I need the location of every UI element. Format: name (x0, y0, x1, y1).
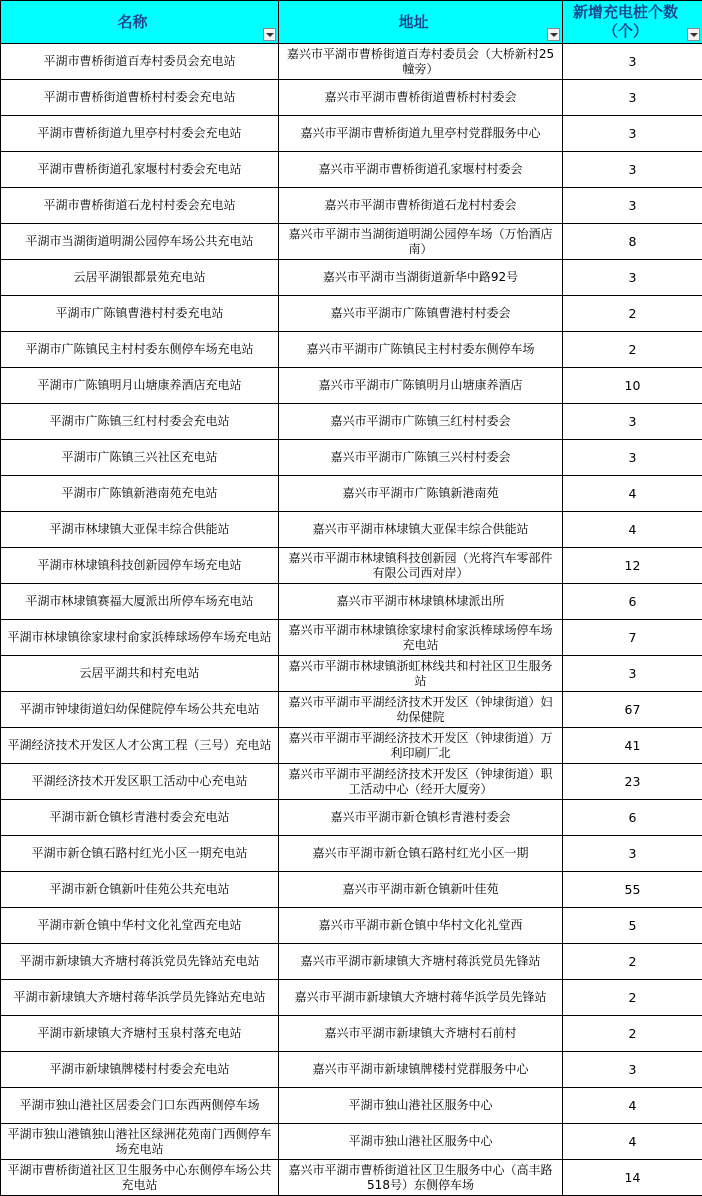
cell-address[interactable]: 嘉兴市平湖市广陈镇新港南苑 (279, 476, 563, 512)
cell-name[interactable]: 平湖市广陈镇明月山塘康养酒店充电站 (1, 368, 279, 404)
table-row (1, 728, 702, 764)
cell-count[interactable]: 55 (563, 872, 702, 908)
table-row (1, 476, 702, 512)
cell-count[interactable]: 2 (563, 332, 702, 368)
cell-address[interactable]: 嘉兴市平湖市当湖街道明湖公园停车场（万怡酒店南） (279, 224, 563, 260)
cell-count[interactable]: 3 (563, 44, 702, 80)
header-count-label: 新增充电桩个数（个） (567, 3, 684, 41)
cell-address[interactable]: 嘉兴市平湖市新仓镇新叶佳苑 (279, 872, 563, 908)
cell-count[interactable]: 6 (563, 800, 702, 836)
cell-address[interactable]: 嘉兴市平湖市广陈镇三红村村委会 (279, 404, 563, 440)
cell-count[interactable]: 12 (563, 548, 702, 584)
cell-address[interactable]: 平湖市独山港社区服务中心 (279, 1088, 563, 1124)
cell-name[interactable]: 平湖市新仓镇石路村红光小区一期充电站 (1, 836, 279, 872)
header-address (279, 1, 563, 44)
table-body (1, 44, 702, 1196)
cell-count[interactable]: 3 (563, 152, 702, 188)
cell-name[interactable]: 平湖市广陈镇三红村村委会充电站 (1, 404, 279, 440)
cell-name[interactable]: 平湖市广陈镇三兴社区充电站 (1, 440, 279, 476)
cell-address[interactable]: 嘉兴市平湖市曹桥街道曹桥村村委会 (279, 80, 563, 116)
cell-count[interactable]: 5 (563, 908, 702, 944)
cell-count[interactable]: 3 (563, 188, 702, 224)
cell-count[interactable]: 2 (563, 980, 702, 1016)
table-row (1, 1088, 702, 1124)
cell-name[interactable]: 平湖经济技术开发区人才公寓工程（三号）充电站 (1, 728, 279, 764)
cell-address[interactable]: 嘉兴市平湖市林埭镇科技创新园（光将汽车零部件有限公司西对岸） (279, 548, 563, 584)
cell-name[interactable]: 云居平湖共和村充电站 (1, 656, 279, 692)
cell-address[interactable]: 嘉兴市平湖市曹桥街道社区卫生服务中心（高丰路518号）东侧停车场 (279, 1160, 563, 1196)
cell-address[interactable]: 嘉兴市平湖市林埭镇徐家埭村俞家浜棒球场停车场充电站 (279, 620, 563, 656)
cell-count[interactable]: 14 (563, 1160, 702, 1196)
table-row (1, 1160, 702, 1196)
filter-dropdown-icon[interactable] (263, 28, 276, 41)
cell-address[interactable]: 嘉兴市平湖市新埭镇大齐塘村蒋浜党员先锋站 (279, 944, 563, 980)
table-row (1, 152, 702, 188)
cell-address[interactable]: 嘉兴市平湖市平湖经济技术开发区（钟埭街道）妇幼保健院 (279, 692, 563, 728)
table-row (1, 764, 702, 800)
cell-name[interactable]: 平湖市新埭镇牌楼村村委会充电站 (1, 1052, 279, 1088)
cell-count[interactable]: 41 (563, 728, 702, 764)
cell-name[interactable]: 平湖市新埭镇大齐塘村玉泉村落充电站 (1, 1016, 279, 1052)
cell-address[interactable]: 嘉兴市平湖市平湖经济技术开发区（钟埭街道）万利印刷厂北 (279, 728, 563, 764)
cell-name[interactable]: 平湖市曹桥街道孔家堰村村委会充电站 (1, 152, 279, 188)
cell-count[interactable]: 4 (563, 512, 702, 548)
cell-count[interactable]: 2 (563, 1016, 702, 1052)
cell-name[interactable]: 平湖经济技术开发区职工活动中心充电站 (1, 764, 279, 800)
cell-name[interactable]: 平湖市林埭镇大亚保丰综合供能站 (1, 512, 279, 548)
cell-address[interactable]: 嘉兴市平湖市新仓镇石路村红光小区一期 (279, 836, 563, 872)
cell-count[interactable]: 23 (563, 764, 702, 800)
table-row (1, 224, 702, 260)
cell-address[interactable]: 嘉兴市平湖市当湖街道新华中路92号 (279, 260, 563, 296)
table-row (1, 584, 702, 620)
cell-count[interactable]: 2 (563, 944, 702, 980)
header-address-label: 地址 (283, 13, 544, 32)
cell-address[interactable]: 嘉兴市平湖市广陈镇民主村村委东侧停车场 (279, 332, 563, 368)
table-row (1, 44, 702, 80)
table-row (1, 80, 702, 116)
cell-count[interactable]: 4 (563, 1088, 702, 1124)
table-row (1, 116, 702, 152)
cell-address[interactable]: 嘉兴市平湖市曹桥街道九里亭村党群服务中心 (279, 116, 563, 152)
table-row (1, 800, 702, 836)
table-row (1, 1052, 702, 1088)
header-count (563, 1, 702, 44)
cell-count[interactable]: 3 (563, 80, 702, 116)
filter-dropdown-icon[interactable] (687, 28, 700, 41)
cell-name[interactable]: 平湖市新仓镇杉青港村委会充电站 (1, 800, 279, 836)
cell-name[interactable]: 平湖市独山港社区居委会门口东西两侧停车场 (1, 1088, 279, 1124)
table-row (1, 512, 702, 548)
cell-name[interactable]: 云居平湖银都景苑充电站 (1, 260, 279, 296)
table-row (1, 440, 702, 476)
table-row (1, 1016, 702, 1052)
table-row (1, 368, 702, 404)
cell-name[interactable]: 平湖市曹桥街道曹桥村村委会充电站 (1, 80, 279, 116)
cell-count[interactable]: 3 (563, 440, 702, 476)
cell-address[interactable]: 嘉兴市平湖市广陈镇三兴村村委会 (279, 440, 563, 476)
cell-name[interactable]: 平湖市林埭镇徐家埭村俞家浜棒球场停车场充电站 (1, 620, 279, 656)
cell-name[interactable]: 平湖市新埭镇大齐塘村蒋浜党员先锋站充电站 (1, 944, 279, 980)
cell-address[interactable]: 嘉兴市平湖市新埭镇大齐塘村蒋华浜学员先锋站 (279, 980, 563, 1016)
cell-address[interactable]: 嘉兴市平湖市曹桥街道石龙村村委会 (279, 188, 563, 224)
cell-name[interactable]: 平湖市曹桥街道九里亭村村委会充电站 (1, 116, 279, 152)
cell-count[interactable]: 3 (563, 656, 702, 692)
cell-address[interactable]: 嘉兴市平湖市曹桥街道孔家堰村村委会 (279, 152, 563, 188)
cell-name[interactable]: 平湖市林埭镇赛福大厦派出所停车场充电站 (1, 584, 279, 620)
cell-name[interactable]: 平湖市广陈镇民主村村委东侧停车场充电站 (1, 332, 279, 368)
cell-count[interactable]: 3 (563, 1052, 702, 1088)
cell-address[interactable]: 嘉兴市平湖市曹桥街道百寿村委员会（大桥新村25幢旁） (279, 44, 563, 80)
cell-count[interactable]: 67 (563, 692, 702, 728)
filter-dropdown-icon[interactable] (547, 28, 560, 41)
table-row (1, 260, 702, 296)
cell-address[interactable]: 平湖市独山港社区服务中心 (279, 1124, 563, 1160)
cell-count[interactable]: 4 (563, 476, 702, 512)
cell-count[interactable]: 6 (563, 584, 702, 620)
cell-count[interactable]: 8 (563, 224, 702, 260)
cell-address[interactable]: 嘉兴市平湖市新埭镇大齐塘村石前村 (279, 1016, 563, 1052)
cell-name[interactable]: 平湖市新仓镇新叶佳苑公共充电站 (1, 872, 279, 908)
cell-name[interactable]: 平湖市曹桥街道社区卫生服务中心东侧停车场公共充电站 (1, 1160, 279, 1196)
cell-count[interactable]: 7 (563, 620, 702, 656)
table-row (1, 404, 702, 440)
cell-count[interactable]: 3 (563, 116, 702, 152)
cell-address[interactable]: 嘉兴市平湖市林埭镇林埭派出所 (279, 584, 563, 620)
table-row (1, 332, 702, 368)
table-row (1, 656, 702, 692)
cell-address[interactable]: 嘉兴市平湖市林埭镇大亚保丰综合供能站 (279, 512, 563, 548)
cell-name[interactable]: 平湖市广陈镇曹港村村委充电站 (1, 296, 279, 332)
cell-name[interactable]: 平湖市钟埭街道妇幼保健院停车场公共充电站 (1, 692, 279, 728)
cell-count[interactable]: 10 (563, 368, 702, 404)
table-row (1, 548, 702, 584)
cell-address[interactable]: 嘉兴市平湖市平湖经济技术开发区（钟埭街道）职工活动中心（经开大厦旁） (279, 764, 563, 800)
cell-address[interactable]: 嘉兴市平湖市新仓镇中华村文化礼堂西 (279, 908, 563, 944)
cell-name[interactable]: 平湖市新埭镇大齐塘村蒋华浜学员先锋站充电站 (1, 980, 279, 1016)
cell-name[interactable]: 平湖市广陈镇新港南苑充电站 (1, 476, 279, 512)
cell-name[interactable]: 平湖市林埭镇科技创新园停车场充电站 (1, 548, 279, 584)
table-row (1, 908, 702, 944)
header-row (1, 1, 702, 44)
cell-address[interactable]: 嘉兴市平湖市新仓镇杉青港村委会 (279, 800, 563, 836)
header-name-label: 名称 (5, 13, 260, 32)
cell-count[interactable]: 3 (563, 836, 702, 872)
header-name (1, 1, 279, 44)
cell-count[interactable]: 3 (563, 404, 702, 440)
cell-count[interactable]: 4 (563, 1124, 702, 1160)
cell-count[interactable]: 3 (563, 260, 702, 296)
table-row (1, 692, 702, 728)
cell-address[interactable]: 嘉兴市平湖市广陈镇曹港村村委会 (279, 296, 563, 332)
table-row (1, 980, 702, 1016)
table-row (1, 188, 702, 224)
table-row (1, 1124, 702, 1160)
cell-name[interactable]: 平湖市曹桥街道百寿村委员会充电站 (1, 44, 279, 80)
cell-address[interactable]: 嘉兴市平湖市广陈镇明月山塘康养酒店 (279, 368, 563, 404)
cell-name[interactable]: 平湖市曹桥街道石龙村村委会充电站 (1, 188, 279, 224)
cell-address[interactable]: 嘉兴市平湖市新埭镇牌楼村党群服务中心 (279, 1052, 563, 1088)
cell-count[interactable]: 2 (563, 296, 702, 332)
cell-address[interactable]: 嘉兴市平湖市林埭镇浙虹林线共和村社区卫生服务站 (279, 656, 563, 692)
cell-name[interactable]: 平湖市独山港镇独山港社区绿洲花苑南门西侧停车场充电站 (1, 1124, 279, 1160)
table-row (1, 944, 702, 980)
cell-name[interactable]: 平湖市当湖街道明湖公园停车场公共充电站 (1, 224, 279, 260)
table-row (1, 296, 702, 332)
table-row (1, 836, 702, 872)
cell-name[interactable]: 平湖市新仓镇中华村文化礼堂西充电站 (1, 908, 279, 944)
table-row (1, 620, 702, 656)
table-row (1, 872, 702, 908)
